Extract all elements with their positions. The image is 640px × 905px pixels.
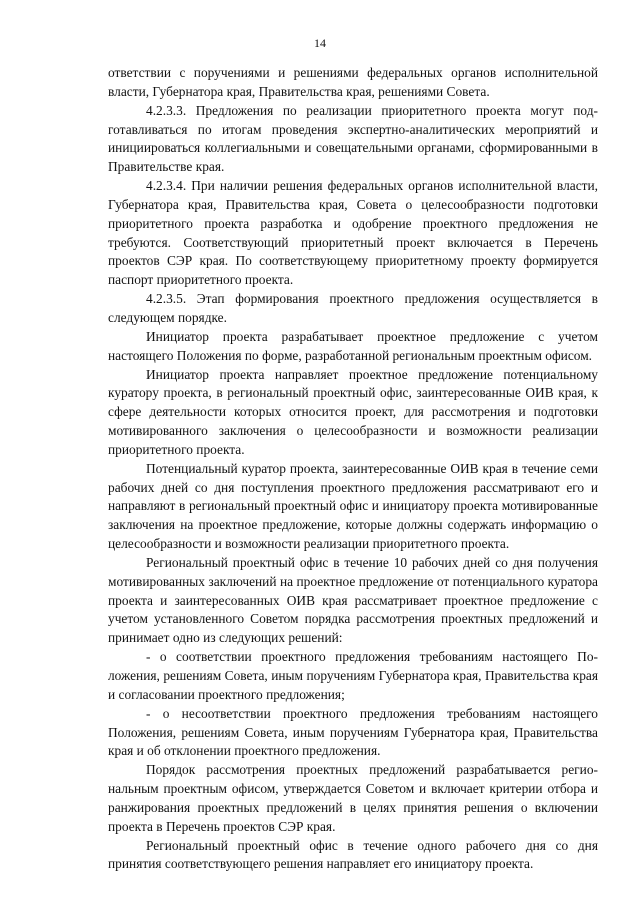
paragraph: 4.2.3.5. Этап формирования проектного предложения осуществляется в следующем порядке. <box>108 291 598 325</box>
list-item: - о соответствии проектного предложения требованиям настоящего Положения, решениям Совета, иным поручениям Губернатора края, Правительства края и согласовании проектного предложения; <box>108 649 598 702</box>
page-number: 14 <box>314 36 326 50</box>
paragraph: Потенциальный куратор проекта, заинтересованные ОИВ края в течение семи рабочих дней со дня поступления проектного предложения рассматривают его и направляют в региональный проектный офис и инициатору проекта мотивированные заключения на проектное предложение, которые должны содержать информацию о целесообразности и возможности реализации приоритетного проекта. <box>108 460 598 552</box>
list-item: - о несоответствии проектного предложения требованиям настоящего Положения, решениям Совета, иным поручениям Губернатора края, Правительства края и об отклонении проектного предложения. <box>108 705 598 759</box>
document-body <box>108 64 598 874</box>
paragraph: 4.2.3.3. Предложения по реализации приоритетного проекта могут подготавливаться по итогам проведения экспертно-аналитических мероприятий и инициироваться коллегиальными и совещательными органами, сформированными в Правительстве края. <box>108 102 598 175</box>
paragraph: Инициатор проекта разрабатывает проектное предложение с учетом настоящего Положения по форме, разработанной региональным проектным офисом. <box>108 328 598 363</box>
paragraph: Региональный проектный офис в течение одного рабочего дня со дня принятия соответствующего решения направляет его инициатору проекта. <box>108 837 598 872</box>
paragraph: Инициатор проекта направляет проектное предложение потенциальному куратору проекта, в региональный проектный офис, заинтересованные ОИВ края, к сфере деятельности которых относится проект, для рассмотрения и подготовки мотивированного заключения о целесообразности и возможности реализации приоритетного проекта. <box>108 366 598 457</box>
paragraph: Региональный проектный офис в течение 10 рабочих дней со дня получения мотивированных заключений на проектное предложение от потенциального куратора проекта и заинтересованных ОИВ края рассматривает проектное предложение с учетом установленного Советом порядка рассмотрения проектных предложений и принимает одно из следующих решений: <box>108 554 598 646</box>
paragraph: Порядок рассмотрения проектных предложений разрабатывается региональным проектным офисом, утверждается Советом и включает критерии отбора и ранжирования проектных предложений в целях принятия решения о включении проекта в Перечень проектов СЭР края. <box>108 762 598 834</box>
paragraph: 4.2.3.4. При наличии решения федеральных органов исполнительной власти, Губернатора края, Правительства края, Совета о целесообразности подготовки приоритетного проекта разработка и одобрение проектного предложения не требуются. Соответствующий приоритетный проект включается в Перечень проектов СЭР края. По соответствующему приоритетному проекту формируется паспорт приоритетного проекта. <box>108 178 598 288</box>
paragraph: ответствии с поручениями и решениями федеральных органов исполнительной власти, Губернатора края, Правительства края, решениями Совета. <box>108 65 598 99</box>
